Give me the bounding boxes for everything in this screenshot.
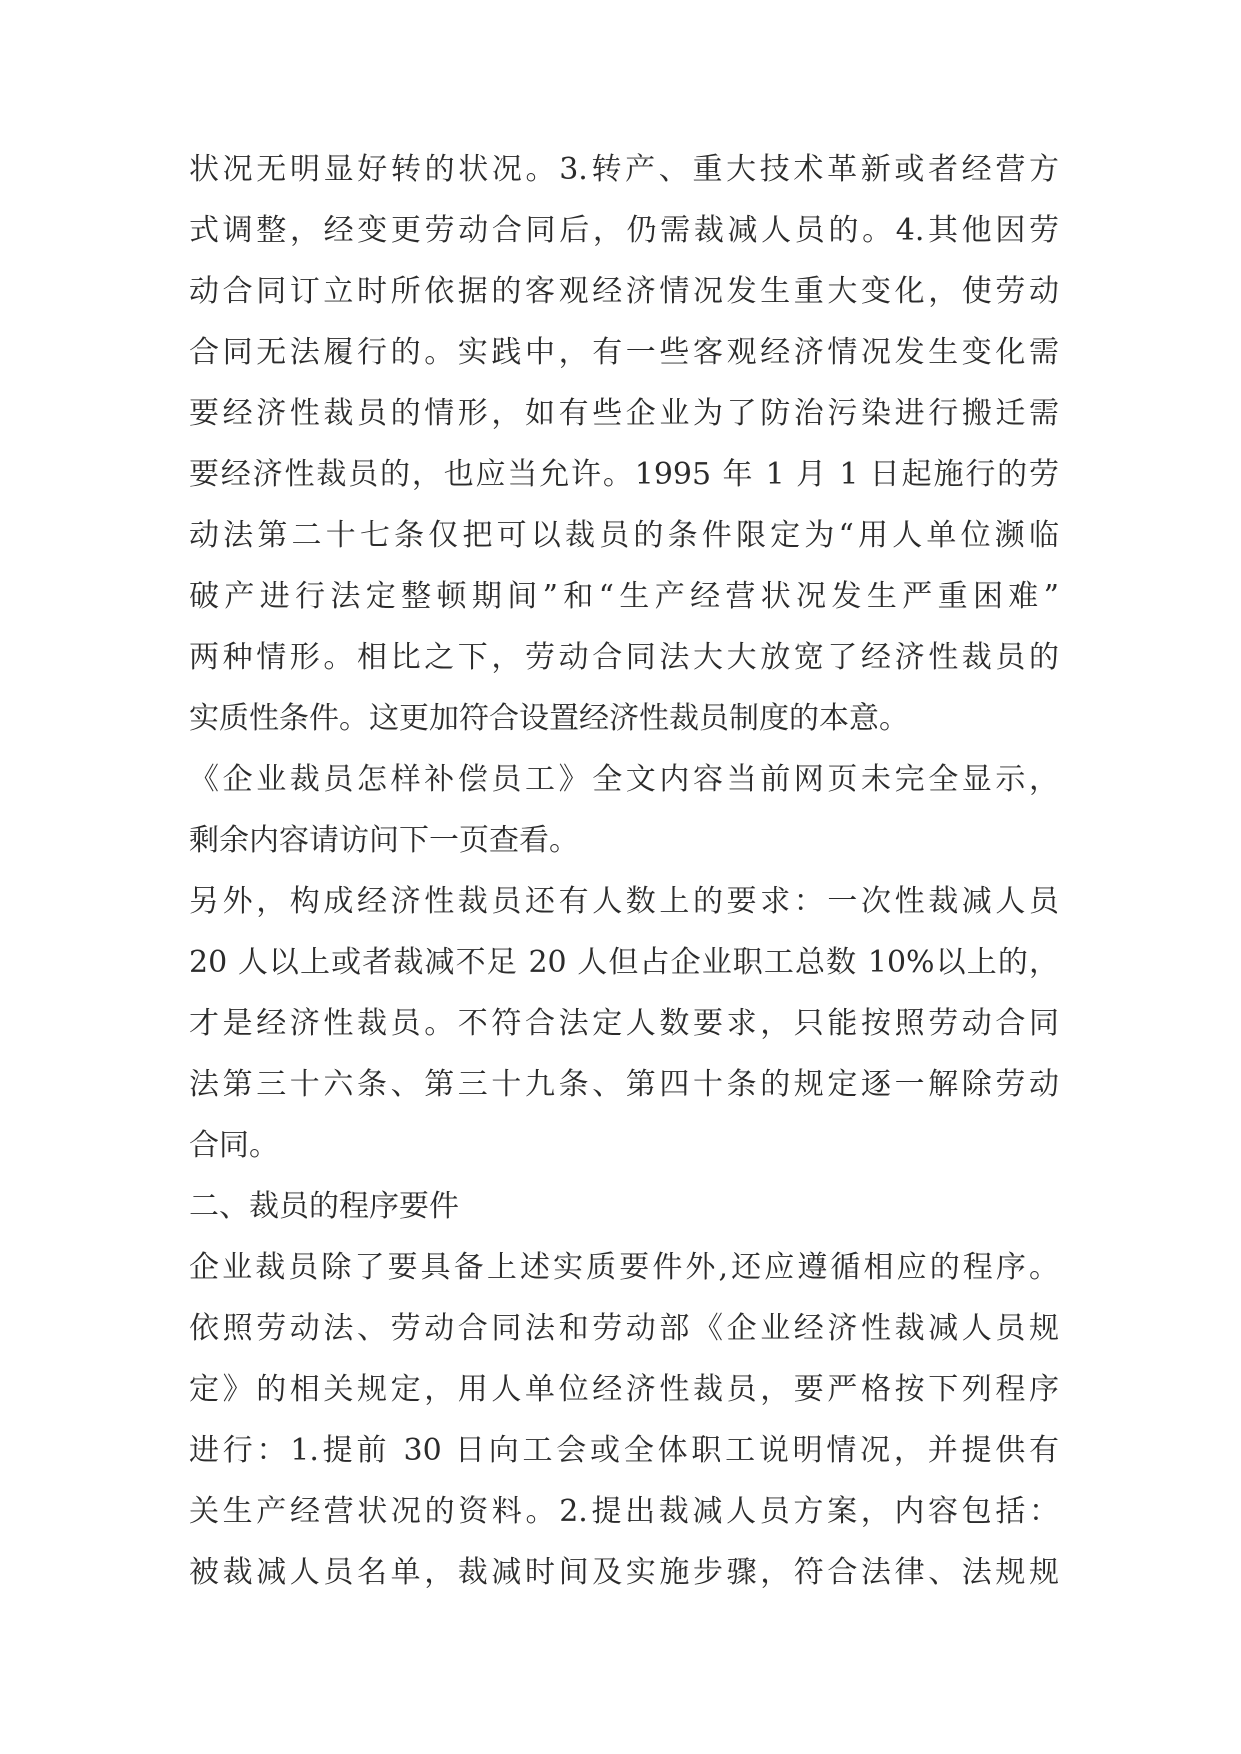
text-line: 状况无明显好转的状况。3.转产、重大技术革新或者经营方	[189, 152, 1059, 187]
text-line: 动合同订立时所依据的客观经济情况发生重大变化，使劳动	[189, 274, 1059, 309]
text-line: 合同。	[189, 1128, 279, 1163]
text-line: 《企业裁员怎样补偿员工》全文内容当前网页未完全显示，	[189, 762, 1059, 797]
text-line: 依照劳动法、劳动合同法和劳动部《企业经济性裁减人员规	[189, 1311, 1059, 1346]
text-line: 要经济性裁员的情形，如有些企业为了防治污染进行搬迁需	[189, 396, 1059, 431]
text-line: 被裁减人员名单，裁减时间及实施步骤，符合法律、法规规	[189, 1555, 1059, 1590]
text-line: 进行：1.提前 30 日向工会或全体职工说明情况，并提供有	[189, 1433, 1059, 1468]
text-line: 合同无法履行的。实践中，有一些客观经济情况发生变化需	[189, 335, 1059, 370]
text-line: 式调整，经变更劳动合同后，仍需裁减人员的。4.其他因劳	[189, 213, 1059, 248]
text-line: 剩余内容请访问下一页查看。	[189, 823, 579, 858]
text-line: 法第三十六条、第三十九条、第四十条的规定逐一解除劳动	[189, 1067, 1059, 1102]
text-line: 破产进行法定整顿期间”和“生产经营状况发生严重困难”	[189, 579, 1059, 614]
text-line: 两种情形。相比之下，劳动合同法大大放宽了经济性裁员的	[189, 640, 1059, 675]
text-line: 关生产经营状况的资料。2.提出裁减人员方案，内容包括：	[189, 1494, 1059, 1529]
text-line: 另外，构成经济性裁员还有人数上的要求：一次性裁减人员	[189, 884, 1059, 919]
text-line: 要经济性裁员的，也应当允许。1995 年 1 月 1 日起施行的劳	[189, 457, 1059, 492]
text-line: 实质性条件。这更加符合设置经济性裁员制度的本意。	[189, 701, 909, 736]
text-line: 才是经济性裁员。不符合法定人数要求，只能按照劳动合同	[189, 1006, 1059, 1041]
text-line: 动法第二十七条仅把可以裁员的条件限定为“用人单位濒临	[189, 518, 1059, 553]
text-line: 20 人以上或者裁减不足 20 人但占企业职工总数 10%以上的，	[189, 945, 1059, 980]
text-line: 定》的相关规定，用人单位经济性裁员，要严格按下列程序	[189, 1372, 1059, 1407]
text-line: 企业裁员除了要具备上述实质要件外,还应遵循相应的程序。	[189, 1250, 1059, 1285]
text-line: 二、裁员的程序要件	[189, 1189, 459, 1224]
document-body	[189, 139, 1059, 1603]
